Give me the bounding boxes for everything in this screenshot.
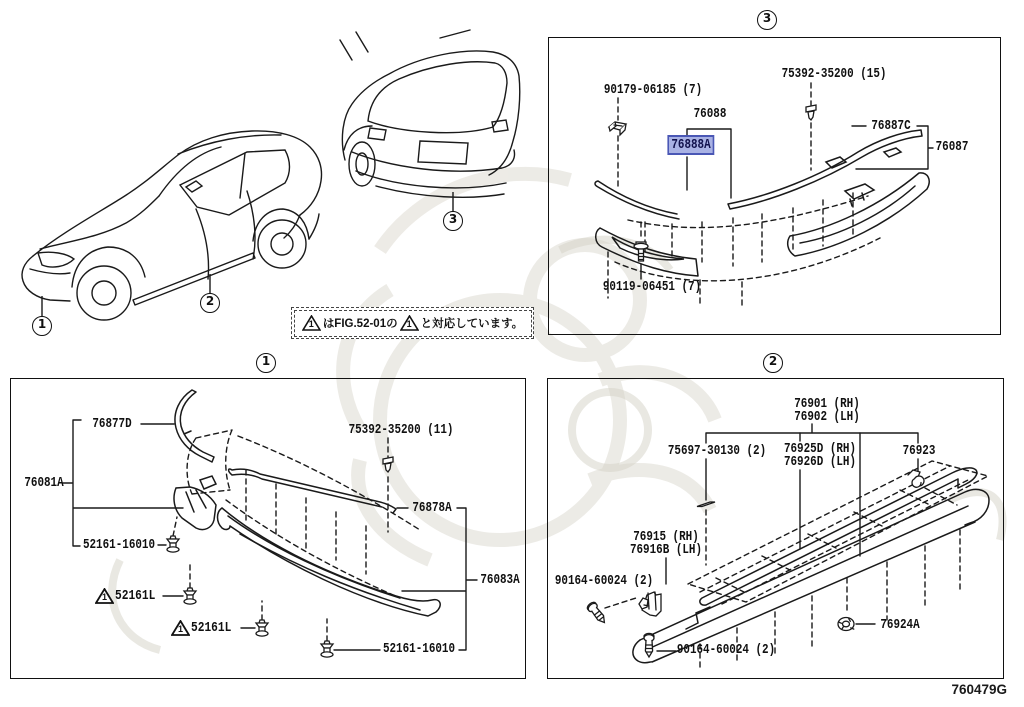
panel-side-mudguard xyxy=(547,378,1004,679)
part-label-76924a[interactable]: 76924A xyxy=(880,617,920,633)
note-text-mid: はFIG.52-01の xyxy=(322,318,398,330)
callout-panel3[interactable]: 3 xyxy=(757,10,777,30)
part-label-76088[interactable]: 76088 xyxy=(693,106,727,122)
callout-car-side[interactable]: 2 xyxy=(200,293,220,313)
part-label-52161l-1[interactable]: 1 52161L xyxy=(95,588,165,604)
callout-car-front[interactable]: 1 xyxy=(32,316,52,336)
part-label-90179-06185[interactable]: 90179-06185 (7) xyxy=(603,82,703,98)
part-label-76923[interactable]: 76923 xyxy=(902,443,936,459)
part-label-75697-30130[interactable]: 75697-30130 (2) xyxy=(667,443,767,459)
part-label-76901-76902[interactable]: 76901 (RH) 76902 (LH) xyxy=(794,396,860,425)
part-label-90164-60024-bottom[interactable]: 90164-60024 (2) xyxy=(676,642,776,658)
part-label-76887c[interactable]: 76887C xyxy=(871,118,911,134)
warning-triangle-icon: 1 xyxy=(171,620,190,636)
note-triangle-icon: 1 xyxy=(302,315,321,331)
note-triangle-icon: 1 xyxy=(400,315,419,331)
part-label-90164-60024-left[interactable]: 90164-60024 (2) xyxy=(554,573,654,589)
part-label-76083a[interactable]: 76083A xyxy=(480,572,520,588)
part-label-52161l-2[interactable]: 1 52161L xyxy=(171,620,241,636)
part-label-90119-06451[interactable]: 90119-06451 (7) xyxy=(602,279,702,295)
part-label-76888a-highlighted[interactable]: 76888A xyxy=(667,135,714,155)
note-box xyxy=(291,307,534,339)
warning-triangle-icon: 1 xyxy=(95,588,114,604)
figure-code: 760479G xyxy=(951,682,1007,697)
callout-car-rear[interactable]: 3 xyxy=(443,211,463,231)
part-label-75392-35200-15[interactable]: 75392-35200 (15) xyxy=(781,66,887,82)
part-label-76878a[interactable]: 76878A xyxy=(412,500,452,516)
part-label-75392-35200-11[interactable]: 75392-35200 (11) xyxy=(348,422,454,438)
part-label-76925d-76926d[interactable]: 76925D (RH) 76926D (LH) xyxy=(783,441,857,470)
part-label-76915-76916b[interactable]: 76915 (RH) 76916B (LH) xyxy=(629,529,703,558)
callout-panel1[interactable]: 1 xyxy=(256,353,276,373)
part-label-76087[interactable]: 76087 xyxy=(935,139,969,155)
part-label-76081a[interactable]: 76081A xyxy=(24,475,64,491)
note-text-end: と対応しています。 xyxy=(420,318,524,330)
part-label-76877d[interactable]: 76877D xyxy=(92,416,132,432)
part-label-52161-16010-lower[interactable]: 52161-16010 xyxy=(382,641,456,657)
part-label-52161-16010-upper[interactable]: 52161-16010 xyxy=(82,537,156,553)
callout-panel2[interactable]: 2 xyxy=(763,353,783,373)
